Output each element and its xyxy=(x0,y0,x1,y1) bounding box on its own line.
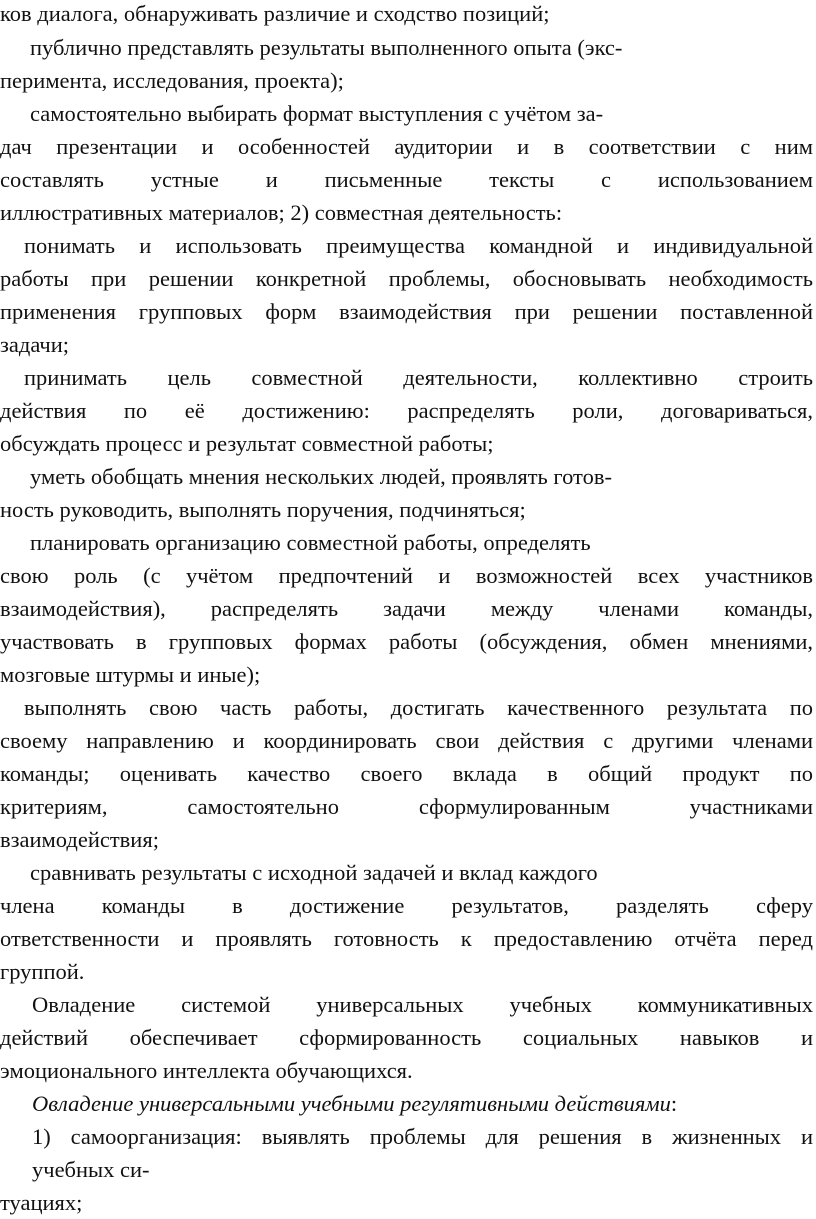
text-line: мозговые штурмы и иные); xyxy=(0,662,261,687)
text-line xyxy=(32,1087,813,1120)
text-line: дач презентации и особенностей аудитории и в соответствии с ним xyxy=(0,134,813,159)
text-line: команды; оценивать качество своего вклада в общий продукт по xyxy=(0,761,813,786)
text-line: критериям, самостоятельно сформулированным участниками xyxy=(0,794,813,819)
text-line: ность руководить, выполнять поручения, подчиняться; xyxy=(0,497,526,522)
text-line: обсуждать процесс и результат совместной работы; xyxy=(0,431,494,456)
text-line: иллюстративных материалов; 2) совместная деятельность: xyxy=(0,200,563,225)
text-line: взаимодействия), распределять задачи между членами команды, xyxy=(0,596,813,621)
text-line: ков диалога, обнаруживать различие и сходство позиций; xyxy=(0,1,550,26)
text-line: сравнивать результаты с исходной задачей и вклад каждого xyxy=(30,860,598,885)
text-line: выполнять свою часть работы, достигать качественного результата по xyxy=(24,695,813,720)
text-line: принимать цель совместной деятельности, коллективно строить xyxy=(24,365,813,390)
text-line: планировать организацию совместной работы, определять xyxy=(30,530,591,555)
text-line: понимать и использовать преимущества командной и индивидуальной xyxy=(24,233,813,258)
text-line: действий обеспечивает сформированность социальных навыков и xyxy=(0,1025,813,1050)
italic-heading: Овладение универсальными учебными регулятивными действиями xyxy=(32,1091,671,1116)
text-line: члена команды в достижение результатов, разделять сферу xyxy=(0,893,813,918)
text-line: задачи; xyxy=(0,332,70,357)
text-line: работы при решении конкретной проблемы, обосновывать необходимость xyxy=(0,266,813,291)
text-line: составлять устные и письменные тексты с использованием xyxy=(0,167,813,192)
text-line: эмоционального интеллекта обучающихся. xyxy=(0,1058,413,1083)
text-line: своему направлению и координировать свои действия с другими членами xyxy=(0,728,813,753)
text-line: взаимодействия; xyxy=(0,827,159,852)
text-line: учебных си- xyxy=(32,1157,150,1182)
text-line: уметь обобщать мнения нескольких людей, проявлять готов- xyxy=(30,464,612,489)
text-line: свою роль (с учётом предпочтений и возможностей всех участников xyxy=(0,563,813,588)
text-line: самостоятельно выбирать формат выступления с учётом за- xyxy=(30,101,604,126)
text-line: ответственности и проявлять готовность к предоставлению отчёта перед xyxy=(0,926,813,951)
text-line: действия по её достижению: распределять роли, договариваться, xyxy=(0,398,813,423)
heading-colon: : xyxy=(670,1091,678,1116)
text-line: Овладение системой универсальных учебных коммуникативных xyxy=(32,992,813,1017)
text-line: участвовать в групповых формах работы (обсуждения, обмен мнениями, xyxy=(0,629,813,654)
text-line: применения групповых форм взаимодействия при решении поставленной xyxy=(0,299,813,324)
text-line: публично представлять результаты выполненного опыта (экс- xyxy=(30,35,623,60)
text-line: группой. xyxy=(0,959,85,984)
text-line: 1) самоорганизация: выявлять проблемы для решения в жизненных и xyxy=(32,1124,813,1149)
text-line: туациях; xyxy=(0,1190,83,1215)
text-line: перимента, исследования, проекта); xyxy=(0,68,344,93)
